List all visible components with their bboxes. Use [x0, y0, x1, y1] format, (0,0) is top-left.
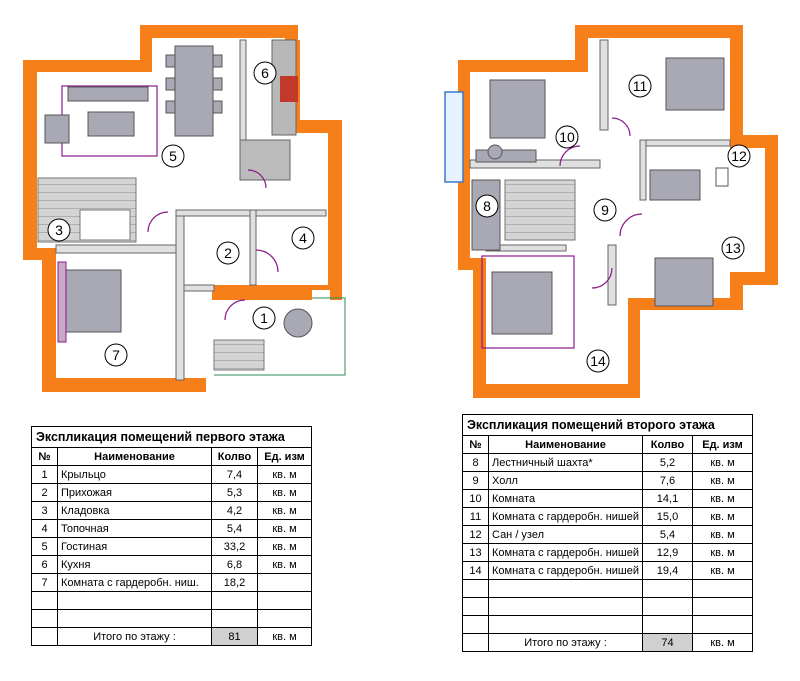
cell-area: 6,8	[212, 556, 258, 574]
toilet-icon	[716, 168, 728, 186]
svg-text:10: 10	[559, 129, 575, 145]
total-label: Итого по этажу :	[489, 634, 643, 652]
svg-text:1: 1	[260, 310, 268, 326]
cell-name: Комната с гардеробн. нишей	[489, 544, 643, 562]
svg-text:8: 8	[483, 198, 491, 214]
svg-text:6: 6	[261, 65, 269, 81]
total-row	[32, 628, 312, 646]
cell-num: 4	[32, 520, 58, 538]
cell-name: Сан / узел	[489, 526, 643, 544]
col-header-unit: Ед. изм	[693, 436, 753, 454]
cell-num: 2	[32, 484, 58, 502]
second-floor-explication-table	[462, 414, 753, 652]
cell-unit: кв. м	[258, 538, 312, 556]
cell-name: Гостиная	[58, 538, 212, 556]
total-label: Итого по этажу :	[58, 628, 212, 646]
cell-name: Кухня	[58, 556, 212, 574]
first-floor-plan	[23, 25, 345, 392]
room-label-1	[253, 307, 275, 329]
svg-text:11: 11	[632, 78, 648, 94]
table-title: Экспликация помещений первого этажа	[32, 427, 312, 448]
cell-num: 6	[32, 556, 58, 574]
cell-name: Прихожая	[58, 484, 212, 502]
table-row	[32, 538, 312, 556]
table-row	[463, 544, 753, 562]
empty-row	[32, 610, 312, 628]
cell-name: Лестничный шахта*	[489, 454, 643, 472]
svg-text:5: 5	[169, 148, 177, 164]
cell-num: 1	[32, 466, 58, 484]
svg-text:3: 3	[55, 222, 63, 238]
porch-table-icon	[284, 309, 312, 337]
cell-unit: кв. м	[258, 556, 312, 574]
cell-area: 5,4	[643, 526, 693, 544]
cell-unit: кв. м	[693, 490, 753, 508]
total-value: 74	[643, 634, 693, 652]
cell-num: 5	[32, 538, 58, 556]
cell-area: 7,4	[212, 466, 258, 484]
total-value: 81	[212, 628, 258, 646]
empty-row	[463, 598, 753, 616]
cell-num: 7	[32, 574, 58, 592]
cell-name: Комната с гардеробн. ниш.	[58, 574, 212, 592]
coffee-table-icon	[88, 112, 134, 136]
bed-icon-room-10	[490, 80, 545, 138]
room-label-5	[162, 145, 184, 167]
table-row	[32, 520, 312, 538]
table-row	[32, 502, 312, 520]
svg-text:13: 13	[725, 240, 741, 256]
cell-area: 18,2	[212, 574, 258, 592]
bed-icon-room-11	[666, 58, 724, 110]
table-row	[463, 454, 753, 472]
cell-unit: кв. м	[258, 520, 312, 538]
svg-text:9: 9	[601, 202, 609, 218]
total-row	[463, 634, 753, 652]
table-row	[32, 484, 312, 502]
cell-unit	[258, 574, 312, 592]
col-header-name: Наименование	[58, 448, 212, 466]
room-label-2	[217, 242, 239, 264]
bed-icon	[66, 270, 121, 332]
cell-unit: кв. м	[693, 562, 753, 580]
cell-name: Комната	[489, 490, 643, 508]
cell-unit: кв. м	[693, 526, 753, 544]
room-label-3	[48, 219, 70, 241]
bay-window	[445, 92, 463, 182]
cell-unit: кв. м	[258, 484, 312, 502]
cell-unit: кв. м	[693, 472, 753, 490]
cell-unit: кв. м	[258, 466, 312, 484]
cell-name: Кладовка	[58, 502, 212, 520]
cell-name: Холл	[489, 472, 643, 490]
second-floor-plan	[445, 25, 778, 398]
col-header-num: №	[32, 448, 58, 466]
cell-num: 14	[463, 562, 489, 580]
table-row	[463, 562, 753, 580]
room-label-7	[105, 344, 127, 366]
cell-area: 15,0	[643, 508, 693, 526]
svg-text:14: 14	[590, 353, 606, 369]
cell-num: 11	[463, 508, 489, 526]
cell-area: 5,4	[212, 520, 258, 538]
cell-num: 9	[463, 472, 489, 490]
col-header-area: Колво	[212, 448, 258, 466]
cell-name: Крыльцо	[58, 466, 212, 484]
room-label-4	[292, 227, 314, 249]
cell-area: 5,3	[212, 484, 258, 502]
svg-text:7: 7	[112, 347, 120, 363]
room-label-6	[254, 62, 276, 84]
cell-unit: кв. м	[693, 508, 753, 526]
table-title: Экспликация помещений второго этажа	[463, 415, 753, 436]
cell-num: 13	[463, 544, 489, 562]
cell-num: 8	[463, 454, 489, 472]
svg-text:2: 2	[224, 245, 232, 261]
empty-row	[463, 616, 753, 634]
cell-num: 10	[463, 490, 489, 508]
table-row	[32, 466, 312, 484]
table-row	[463, 508, 753, 526]
desk-icon	[476, 150, 536, 162]
table-row	[463, 472, 753, 490]
svg-text:4: 4	[299, 230, 307, 246]
empty-row	[32, 592, 312, 610]
cell-area: 33,2	[212, 538, 258, 556]
empty-row	[463, 580, 753, 598]
svg-text:12: 12	[731, 148, 747, 164]
bathtub-icon	[650, 170, 700, 200]
bed-icon-room-14	[492, 272, 552, 334]
table-body	[463, 454, 753, 652]
table-row	[463, 526, 753, 544]
bed-icon-room-13	[655, 258, 713, 306]
sofa-icon	[68, 87, 148, 101]
stairs-second-floor	[505, 180, 575, 240]
dining-table-icon	[175, 46, 213, 136]
col-header-name: Наименование	[489, 436, 643, 454]
table-body	[32, 466, 312, 646]
table-row	[32, 574, 312, 592]
cell-area: 14,1	[643, 490, 693, 508]
room-label-12	[728, 145, 750, 167]
cell-area: 4,2	[212, 502, 258, 520]
room-label-9	[594, 199, 616, 221]
room-label-8	[476, 195, 498, 217]
cell-num: 3	[32, 502, 58, 520]
room-label-14	[587, 350, 609, 372]
table-row	[463, 490, 753, 508]
cell-name: Комната с гардеробн. нишей	[489, 562, 643, 580]
armchair-icon	[45, 115, 69, 143]
cell-name: Комната с гардеробн. нишей	[489, 508, 643, 526]
col-header-unit: Ед. изм	[258, 448, 312, 466]
table-row	[32, 556, 312, 574]
total-unit: кв. м	[693, 634, 753, 652]
cell-num: 12	[463, 526, 489, 544]
room-label-11	[629, 75, 651, 97]
cell-unit: кв. м	[258, 502, 312, 520]
room-label-13	[722, 237, 744, 259]
cell-name: Топочная	[58, 520, 212, 538]
col-header-num: №	[463, 436, 489, 454]
cell-area: 19,4	[643, 562, 693, 580]
cell-unit: кв. м	[693, 544, 753, 562]
col-header-area: Колво	[643, 436, 693, 454]
room-label-10	[556, 126, 578, 148]
cell-area: 7,6	[643, 472, 693, 490]
cell-area: 12,9	[643, 544, 693, 562]
first-floor-explication-table	[31, 426, 312, 646]
stove-icon	[280, 76, 298, 102]
cell-unit: кв. м	[693, 454, 753, 472]
cell-area: 5,2	[643, 454, 693, 472]
total-unit: кв. м	[258, 628, 312, 646]
